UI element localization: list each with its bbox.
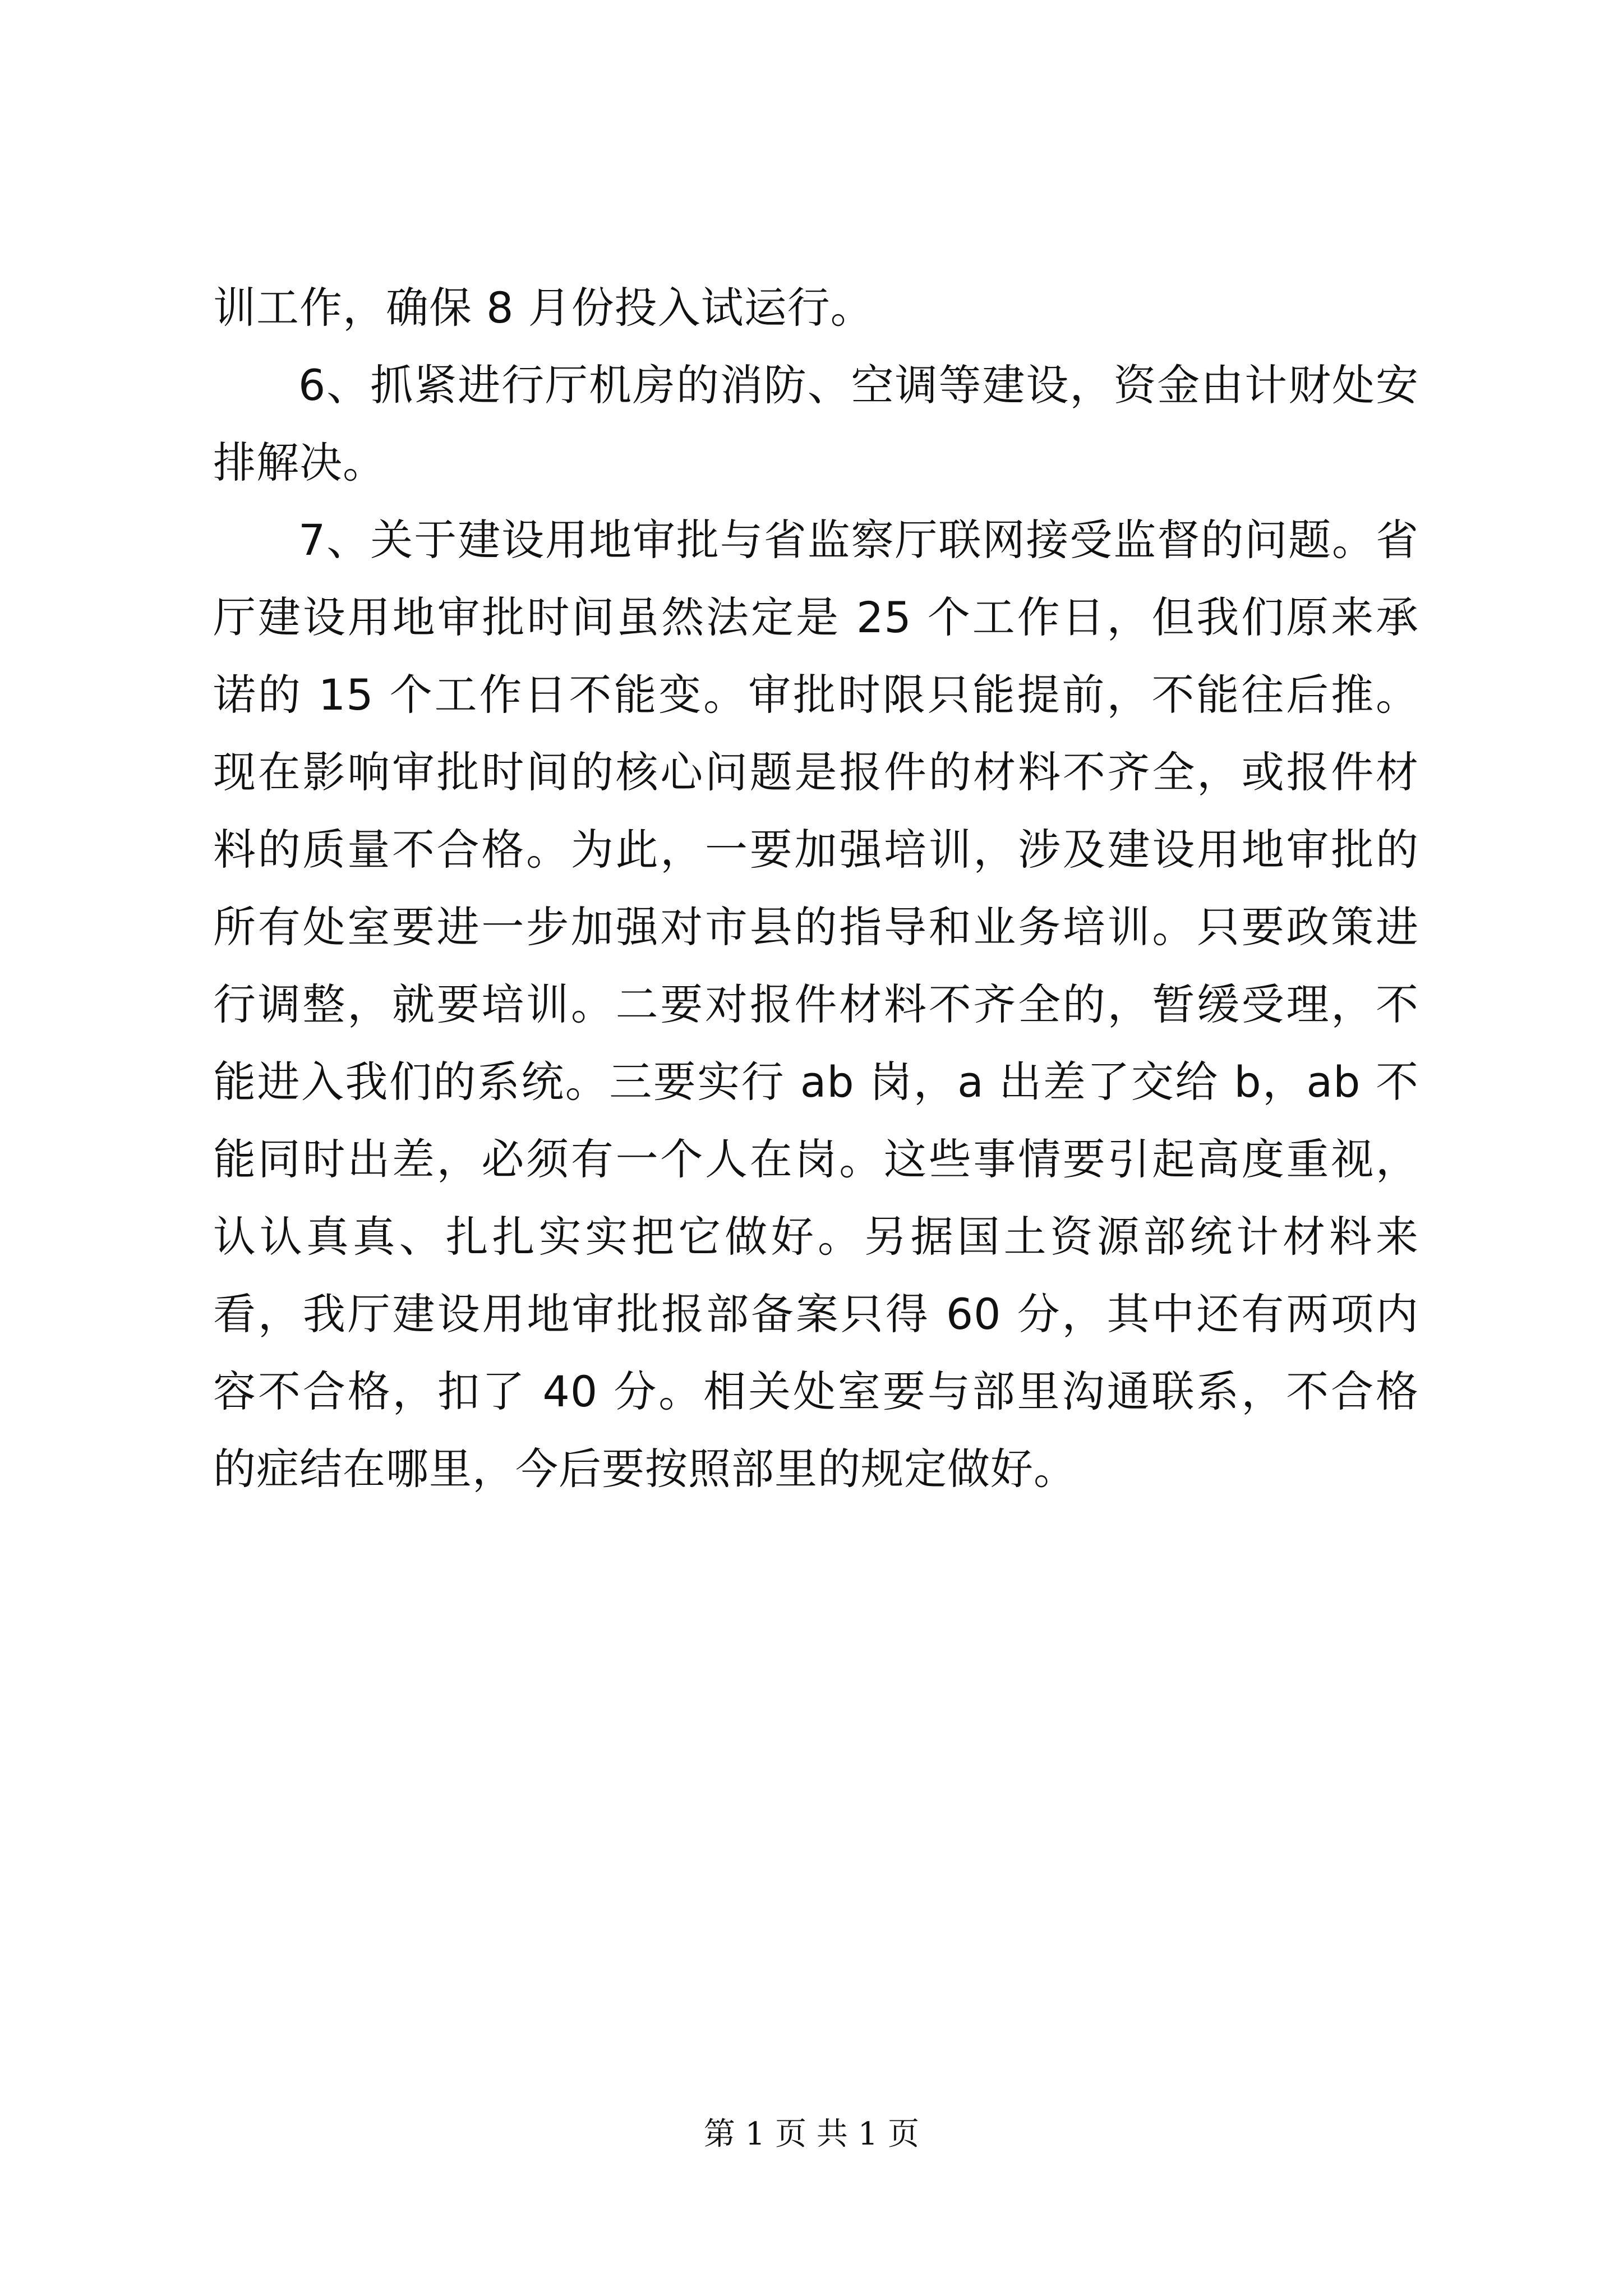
paragraph-2: 6、抓紧进行厅机房的消防、空调等建设，资金由计财处安排解决。 xyxy=(213,360,1419,487)
paragraph-3: 7、关于建设用地审批与省监察厅联网接受监督的问题。省厅建设用地审批时间虽然法定是 25 个工作日，但我们原来承诺的 15 个工作日不能变。审批时限只能提前，不能往后推。现在影响审批时间的核心问题是报件的材料不齐全，或报件材料的质量不合格。为此，一要加强培训，涉及建设用地审批的所有处室要进一步加强对市县的指导和业务培训。只要政策进行调整，就要培训。二要对报件材料不齐全的，暂缓受理，不能进入我们的系统。三要实行 ab 岗，a 出差了交给 b，ab 不能同时出差，必须有一个人在岗。这些事情要引起高度重视，认认真真、扎扎实实把它做好。另据国土资源部统计材料来看，我厅建设用地审批报部备案只得 60 分，其中还有两项内容不合格，扣了 40 分。相关处室要与部里沟通联系，不合格的症结在哪里，今后要按照部里的规定做好。 xyxy=(213,515,1419,1494)
document-body xyxy=(213,269,1419,1508)
paragraph-1: 训工作，确保 8 月份投入试运行。 xyxy=(213,283,874,333)
page-footer: 第 1 页 共 1 页 xyxy=(703,2116,920,2152)
